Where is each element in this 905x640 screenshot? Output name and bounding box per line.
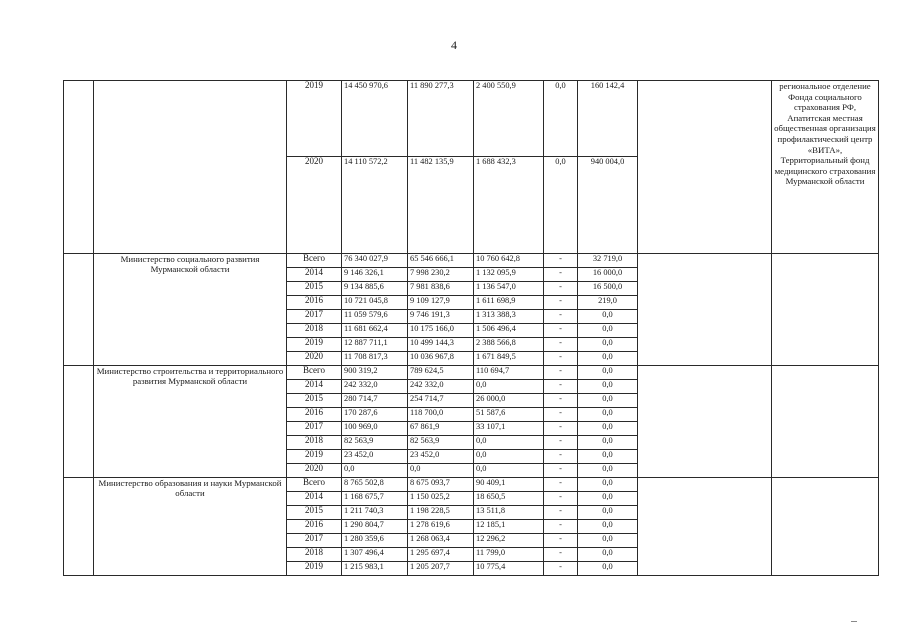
regional-cell: 9 746 191,3 [408, 310, 474, 324]
table-row [64, 254, 879, 268]
regional-cell: 254 714,7 [408, 394, 474, 408]
table-row [64, 478, 879, 492]
total-cell: 100 969,0 [342, 422, 408, 436]
year-cell: 2014 [287, 380, 342, 394]
scan-mark [851, 621, 857, 622]
year-cell: 2020 [287, 157, 342, 254]
extra-cell: 0,0 [578, 534, 638, 548]
local-cell: - [544, 282, 578, 296]
local-cell: - [544, 352, 578, 366]
year-cell: 2019 [287, 562, 342, 576]
extra-cell: 0,0 [578, 366, 638, 380]
year-cell: 2014 [287, 492, 342, 506]
federal-cell: 12 296,2 [474, 534, 544, 548]
year-cell: 2017 [287, 310, 342, 324]
regional-cell: 118 700,0 [408, 408, 474, 422]
local-cell: - [544, 562, 578, 576]
extra-cell: 0,0 [578, 394, 638, 408]
regional-cell: 8 675 093,7 [408, 478, 474, 492]
executors-cell [772, 478, 879, 576]
local-cell: - [544, 506, 578, 520]
year-cell: 2014 [287, 268, 342, 282]
year-cell: Всего [287, 254, 342, 268]
federal-cell: 10 760 642,8 [474, 254, 544, 268]
extra-cell: 32 719,0 [578, 254, 638, 268]
regional-cell: 7 998 230,2 [408, 268, 474, 282]
regional-cell: 65 546 666,1 [408, 254, 474, 268]
regional-cell: 1 150 025,2 [408, 492, 474, 506]
blank-cell [638, 254, 772, 366]
regional-cell: 10 036 967,8 [408, 352, 474, 366]
regional-cell: 82 563,9 [408, 436, 474, 450]
blank-cell [638, 366, 772, 478]
local-cell: - [544, 520, 578, 534]
federal-cell: 1 132 095,9 [474, 268, 544, 282]
extra-cell: 0,0 [578, 352, 638, 366]
federal-cell: 10 775,4 [474, 562, 544, 576]
extra-cell: 0,0 [578, 422, 638, 436]
federal-cell: 1 506 496,4 [474, 324, 544, 338]
blank-cell [638, 81, 772, 254]
total-cell: 1 290 804,7 [342, 520, 408, 534]
federal-cell: 1 611 698,9 [474, 296, 544, 310]
federal-cell: 12 185,1 [474, 520, 544, 534]
table-row [64, 81, 879, 157]
total-cell: 242 332,0 [342, 380, 408, 394]
local-cell: - [544, 408, 578, 422]
local-cell: - [544, 492, 578, 506]
extra-cell: 0,0 [578, 338, 638, 352]
federal-cell: 110 694,7 [474, 366, 544, 380]
federal-cell: 1 671 849,5 [474, 352, 544, 366]
extra-cell: 0,0 [578, 548, 638, 562]
federal-cell: 11 799,0 [474, 548, 544, 562]
executors-cell: региональное отделение Фонда социального страхования РФ, Апатитская местная общественная организация профилактический центр «ВИТА», Территориальный фонд медицинского страхования Мурманской области [772, 81, 879, 254]
local-cell: 0,0 [544, 157, 578, 254]
ministry-title: Министерство социального развития Мурманской области [94, 254, 287, 366]
year-cell: 2016 [287, 520, 342, 534]
year-cell: 2018 [287, 324, 342, 338]
extra-cell: 0,0 [578, 506, 638, 520]
table-row [64, 366, 879, 380]
extra-cell: 940 004,0 [578, 157, 638, 254]
federal-cell: 2 388 566,8 [474, 338, 544, 352]
total-cell: 23 452,0 [342, 450, 408, 464]
local-cell: - [544, 366, 578, 380]
regional-cell: 11 890 277,3 [408, 81, 474, 157]
total-cell: 900 319,2 [342, 366, 408, 380]
year-cell: Всего [287, 478, 342, 492]
federal-cell: 51 587,6 [474, 408, 544, 422]
year-cell: 2015 [287, 394, 342, 408]
table-body [64, 81, 879, 254]
extra-cell: 16 000,0 [578, 268, 638, 282]
year-cell: 2020 [287, 352, 342, 366]
year-cell: 2018 [287, 436, 342, 450]
local-cell: 0,0 [544, 81, 578, 157]
number-cell [64, 478, 94, 576]
year-cell: 2019 [287, 81, 342, 157]
total-cell: 76 340 027,9 [342, 254, 408, 268]
total-cell: 9 146 326,1 [342, 268, 408, 282]
year-cell: 2016 [287, 296, 342, 310]
federal-cell: 26 000,0 [474, 394, 544, 408]
executors-cell [772, 366, 879, 478]
local-cell: - [544, 394, 578, 408]
title-cell [94, 81, 287, 254]
regional-cell: 23 452,0 [408, 450, 474, 464]
total-cell: 14 450 970,6 [342, 81, 408, 157]
year-cell: 2015 [287, 282, 342, 296]
year-cell: 2018 [287, 548, 342, 562]
local-cell: - [544, 422, 578, 436]
federal-cell: 18 650,5 [474, 492, 544, 506]
year-cell: 2017 [287, 534, 342, 548]
total-cell: 1 168 675,7 [342, 492, 408, 506]
total-cell: 1 307 496,4 [342, 548, 408, 562]
extra-cell: 0,0 [578, 562, 638, 576]
local-cell: - [544, 254, 578, 268]
local-cell: - [544, 478, 578, 492]
total-cell: 11 681 662,4 [342, 324, 408, 338]
local-cell: - [544, 324, 578, 338]
regional-cell: 9 109 127,9 [408, 296, 474, 310]
total-cell: 1 211 740,3 [342, 506, 408, 520]
local-cell: - [544, 380, 578, 394]
extra-cell: 0,0 [578, 436, 638, 450]
local-cell: - [544, 310, 578, 324]
ministry-title: Министерство строительства и территориального развития Мурманской области [94, 366, 287, 478]
total-cell: 11 059 579,6 [342, 310, 408, 324]
regional-cell: 1 205 207,7 [408, 562, 474, 576]
year-cell: Всего [287, 366, 342, 380]
page-number: 4 [451, 38, 457, 52]
total-cell: 12 887 711,1 [342, 338, 408, 352]
federal-cell: 1 136 547,0 [474, 282, 544, 296]
blank-cell [638, 478, 772, 576]
total-cell: 8 765 502,8 [342, 478, 408, 492]
sections-body [64, 254, 879, 576]
regional-cell: 10 499 144,3 [408, 338, 474, 352]
extra-cell: 0,0 [578, 520, 638, 534]
total-cell: 82 563,9 [342, 436, 408, 450]
extra-cell: 0,0 [578, 324, 638, 338]
regional-cell: 0,0 [408, 464, 474, 478]
year-cell: 2017 [287, 422, 342, 436]
number-cell [64, 81, 94, 254]
total-cell: 14 110 572,2 [342, 157, 408, 254]
federal-cell: 1 688 432,3 [474, 157, 544, 254]
regional-cell: 1 198 228,5 [408, 506, 474, 520]
federal-cell: 0,0 [474, 380, 544, 394]
regional-cell: 7 981 838,6 [408, 282, 474, 296]
federal-cell: 0,0 [474, 464, 544, 478]
local-cell: - [544, 464, 578, 478]
regional-cell: 11 482 135,9 [408, 157, 474, 254]
total-cell: 10 721 045,8 [342, 296, 408, 310]
regional-cell: 242 332,0 [408, 380, 474, 394]
local-cell: - [544, 268, 578, 282]
federal-cell: 1 313 388,3 [474, 310, 544, 324]
year-cell: 2019 [287, 450, 342, 464]
ministry-title: Министерство образования и науки Мурманской области [94, 478, 287, 576]
federal-cell: 0,0 [474, 436, 544, 450]
total-cell: 280 714,7 [342, 394, 408, 408]
federal-cell: 33 107,1 [474, 422, 544, 436]
budget-table [63, 80, 879, 576]
extra-cell: 0,0 [578, 492, 638, 506]
number-cell [64, 254, 94, 366]
local-cell: - [544, 338, 578, 352]
regional-cell: 1 278 619,6 [408, 520, 474, 534]
regional-cell: 67 861,9 [408, 422, 474, 436]
extra-cell: 0,0 [578, 380, 638, 394]
federal-cell: 2 400 550,9 [474, 81, 544, 157]
extra-cell: 0,0 [578, 478, 638, 492]
extra-cell: 0,0 [578, 464, 638, 478]
local-cell: - [544, 436, 578, 450]
local-cell: - [544, 450, 578, 464]
local-cell: - [544, 548, 578, 562]
number-cell [64, 366, 94, 478]
local-cell: - [544, 534, 578, 548]
total-cell: 1 215 983,1 [342, 562, 408, 576]
extra-cell: 0,0 [578, 310, 638, 324]
year-cell: 2015 [287, 506, 342, 520]
year-cell: 2020 [287, 464, 342, 478]
executors-cell [772, 254, 879, 366]
federal-cell: 0,0 [474, 450, 544, 464]
extra-cell: 219,0 [578, 296, 638, 310]
extra-cell: 16 500,0 [578, 282, 638, 296]
year-cell: 2019 [287, 338, 342, 352]
extra-cell: 0,0 [578, 408, 638, 422]
extra-cell: 0,0 [578, 450, 638, 464]
regional-cell: 1 295 697,4 [408, 548, 474, 562]
federal-cell: 13 511,8 [474, 506, 544, 520]
regional-cell: 10 175 166,0 [408, 324, 474, 338]
local-cell: - [544, 296, 578, 310]
total-cell: 170 287,6 [342, 408, 408, 422]
total-cell: 0,0 [342, 464, 408, 478]
extra-cell: 160 142,4 [578, 81, 638, 157]
total-cell: 1 280 359,6 [342, 534, 408, 548]
regional-cell: 1 268 063,4 [408, 534, 474, 548]
total-cell: 11 708 817,3 [342, 352, 408, 366]
year-cell: 2016 [287, 408, 342, 422]
regional-cell: 789 624,5 [408, 366, 474, 380]
federal-cell: 90 409,1 [474, 478, 544, 492]
total-cell: 9 134 885,6 [342, 282, 408, 296]
